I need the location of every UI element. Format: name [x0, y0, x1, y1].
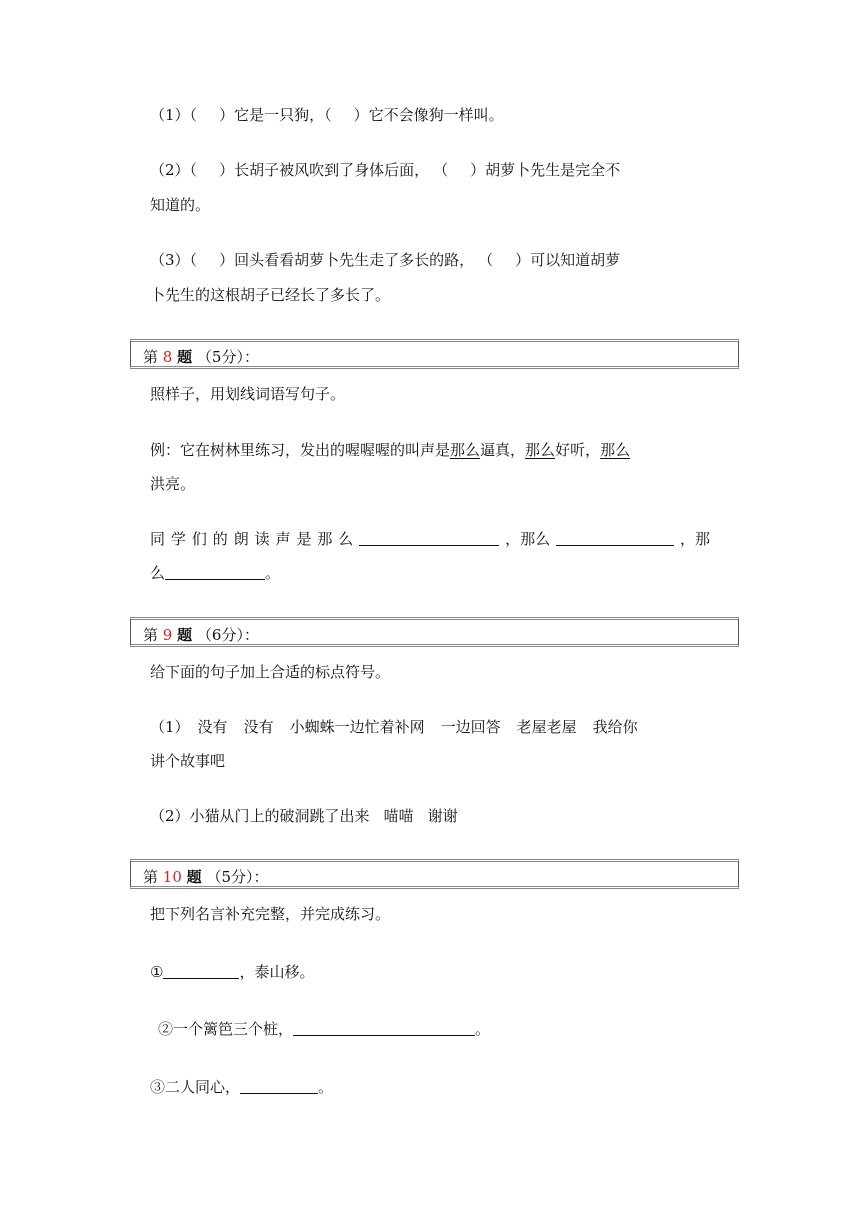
q9-header: 第 9 题 （6分）：	[143, 626, 259, 644]
q10-header: 第 10 题 （5分）：	[143, 868, 269, 886]
q9-number: 9	[162, 626, 173, 644]
q8-instruction: 照样子，用划线词语写句子。	[150, 385, 346, 403]
q10-item-1: ① ，泰山移。	[150, 963, 315, 981]
q8-task-cont: 么 。	[150, 564, 281, 582]
q10-score: （5分）：	[206, 868, 269, 886]
q8-header-box	[130, 339, 739, 369]
q9-instruction: 给下面的句子加上合适的标点符号。	[150, 663, 391, 681]
q10-instruction: 把下列名言补充完整，并完成练习。	[150, 905, 391, 923]
q10-blank-2[interactable]	[293, 1019, 475, 1036]
q8-blank-1[interactable]	[359, 529, 499, 546]
q8-blank-3[interactable]	[165, 563, 265, 580]
q10-item-2: ②一个篱笆三个桩， 。	[158, 1020, 491, 1038]
q10-header-box	[130, 859, 739, 889]
q9-item-1: （1） 没有 没有 小蜘蛛一边忙着补网 一边回答 老屋老屋 我给你	[150, 718, 638, 736]
q7-item-3: （3）（ ）回头看看胡萝卜先生走了多长的路， （ ）可以知道胡萝	[150, 251, 621, 269]
q8-blank-2[interactable]	[556, 529, 674, 546]
q9-item-1-cont: 讲个故事吧	[150, 752, 226, 770]
q7-item-1: （1）（ ）它是一只狗，（ ）它不会像狗一样叫。	[150, 106, 504, 124]
q8-task: 同 学 们 的 朗 读 声 是 那 么 ，那么 ，那	[150, 530, 710, 548]
q9-item-2: （2）小猫从门上的破洞跳了出来 喵喵 谢谢	[150, 807, 458, 825]
q8-example-cont: 洪亮。	[150, 475, 196, 493]
q8-score: （5分）：	[196, 348, 259, 366]
q10-item-3: ③二人同心， 。	[150, 1078, 334, 1096]
q8-header: 第 8 题 （5分）：	[143, 348, 259, 366]
q9-score: （6分）：	[196, 626, 259, 644]
q8-number: 8	[162, 348, 173, 366]
q10-blank-3[interactable]	[240, 1077, 318, 1094]
q7-item-2-cont: 知道的。	[150, 196, 211, 214]
q9-header-box	[130, 617, 739, 647]
q7-item-2: （2）（ ）长胡子被风吹到了身体后面， （ ）胡萝卜先生是完全不	[150, 161, 621, 179]
q7-item-3-cont: 卜先生的这根胡子已经长了多长了。	[150, 286, 391, 304]
q8-example: 例：它在树林里练习，发出的喔喔喔的叫声是那么逼真，那么好听，那么	[150, 441, 631, 459]
q10-blank-1[interactable]	[163, 962, 239, 979]
q10-number: 10	[162, 868, 182, 886]
